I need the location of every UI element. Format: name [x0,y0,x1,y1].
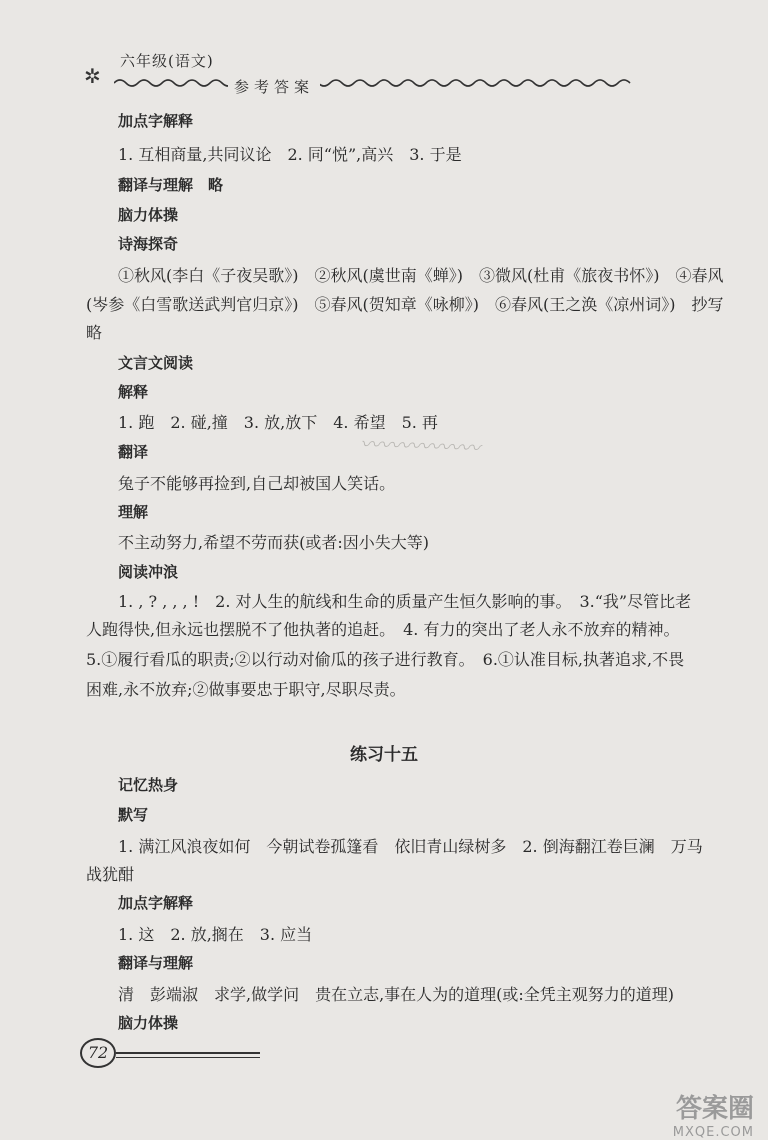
answer-line: 略 [86,323,103,342]
heading-line: 翻译与理解 [118,954,194,972]
answer-line: 1. 满江风浪夜如何 今朝试卷孤篷看 依旧青山绿树多 2. 倒海翻江卷巨澜 万马 [118,837,703,856]
answer-line: 人跑得快,但永远也摆脱不了他执著的追赶。 4. 有力的突出了老人永不放弃的精神。 [86,620,680,639]
heading-line: 脑力体操 [118,206,179,224]
page-header [78,48,638,98]
heading-line: 解释 [118,383,149,401]
watermark-logo [614,1088,754,1140]
answer-line: 清 彭端淑 求学,做学问 贵在立志,事在人为的道理(或:全凭主观努力的道理) [118,985,675,1004]
faint-handwriting-mark: 〰〰〰〰〰〰 [359,431,481,461]
watermark-brand: 答案圈 [675,1094,754,1124]
heading-line: 翻译 [118,443,149,461]
answer-key-subtitle: 参考答案 [228,76,320,97]
answer-line: ①秋风(李白《子夜吴歌》) ②秋风(虞世南《蝉》) ③微风(杜甫《旅夜书怀》) ④春风 [118,266,724,285]
answer-line: 1. 跑 2. 碰,撞 3. 放,放下 4. 希望 5. 再 [118,413,438,432]
heading-line: 阅读冲浪 [118,563,179,581]
footer-rule [116,1052,260,1058]
answer-line: 1. , ? , , , ! 2. 对人生的航线和生命的质量产生恒久影响的事。 3.“我”尽管比老 [118,592,692,611]
answer-line: (岑参《白雪歌送武判官归京》) ⑤春风(贺知章《咏柳》) ⑥春风(王之涣《凉州词》) 抄写 [86,295,724,314]
heading-line: 理解 [118,503,149,521]
heading-line: 脑力体操 [118,1014,179,1032]
heading-line: 翻译与理解 略 [118,176,224,194]
page-number: 72 [80,1038,116,1068]
wavy-ornament-line [114,74,634,92]
answer-line: 困难,永不放弃;②做事要忠于职守,尽职尽责。 [86,680,406,699]
answer-line: 战犹酣 [86,865,135,884]
heading-line: 默写 [118,806,149,824]
heading-line: 加点字解释 [118,894,194,912]
heading-line: 诗海探奇 [118,235,179,253]
answer-line: 1. 这 2. 放,搁在 3. 应当 [118,925,313,944]
heading-line: 加点字解释 [118,112,194,130]
answer-line: 5.①履行看瓜的职责;②以行动对偷瓜的孩子进行教育。 6.①认准目标,执著追求,不畏 [86,650,685,669]
page-footer [80,1038,260,1066]
watermark-url: MXQE.COM [672,1125,754,1140]
heading-line: 记忆热身 [118,776,179,794]
answer-line: 1. 互相商量,共同议论 2. 同“悦”,高兴 3. 于是 [118,145,462,164]
answer-line: 兔子不能够再捡到,自己却被国人笑话。 [118,474,396,493]
flower-ornament-icon: ✲ [84,64,101,88]
answer-line: 不主动努力,希望不劳而获(或者:因小失大等) [118,533,429,552]
grade-label: 六年级(语文) [120,52,214,70]
heading-line: 文言文阅读 [118,354,194,372]
section-title: 练习十五 [350,745,418,765]
